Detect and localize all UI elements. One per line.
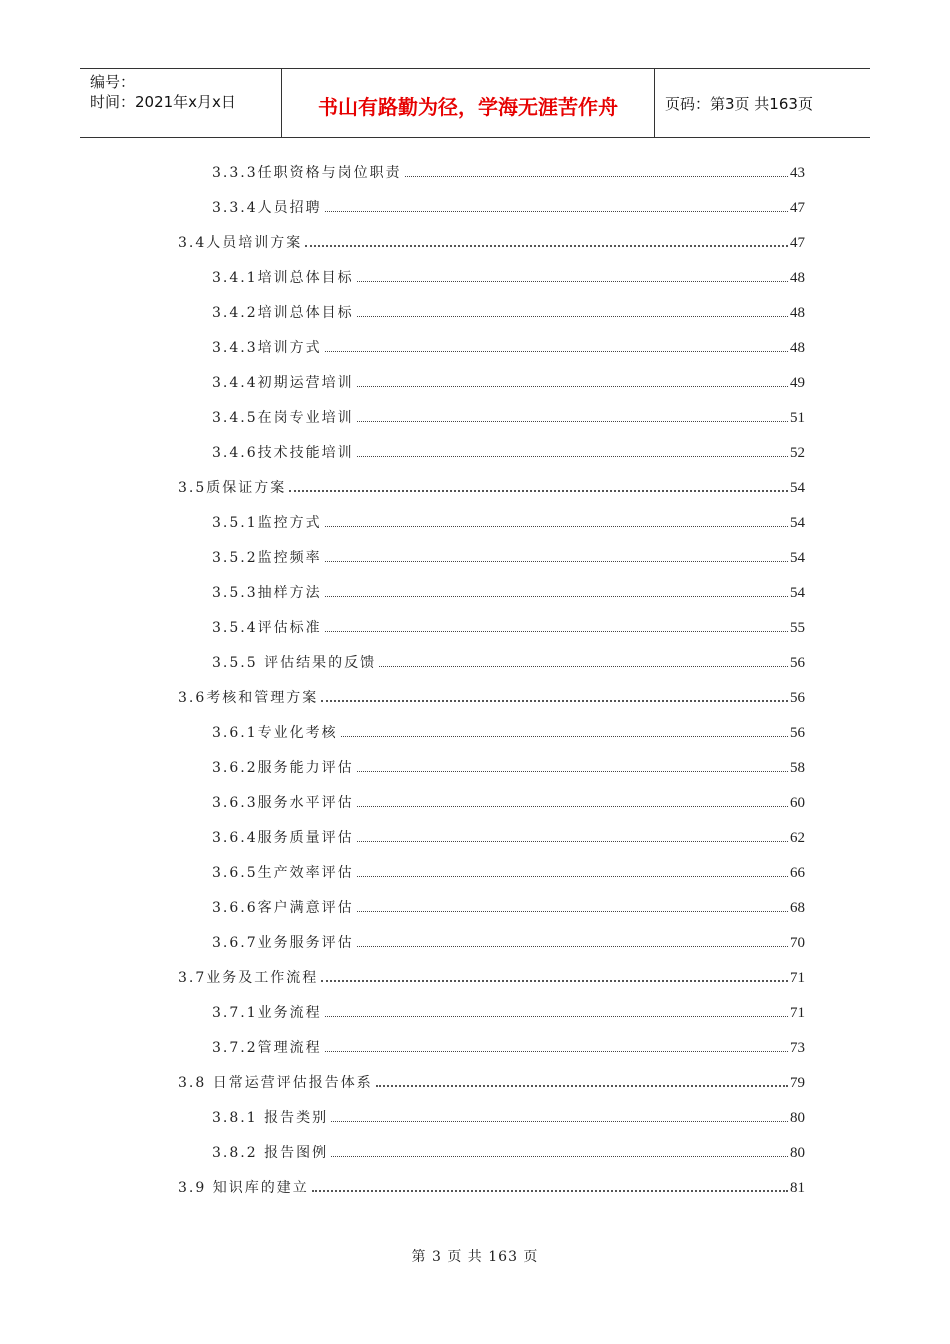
toc-entry-title: 3.5.1监控方式 <box>212 515 322 531</box>
toc-entry-title: 3.8.1 报告类别 <box>212 1110 329 1126</box>
dot-leader <box>341 736 788 737</box>
dot-leader <box>305 245 788 247</box>
toc-entry[interactable] <box>178 1173 805 1197</box>
toc-entry[interactable] <box>212 578 805 602</box>
toc-entry-title: 3.4.4初期运营培训 <box>212 375 354 391</box>
dot-leader <box>405 176 788 177</box>
dot-leader <box>357 421 788 422</box>
toc-entry-page-number: 71 <box>790 1005 805 1021</box>
toc-entry-page-number: 60 <box>790 795 805 811</box>
toc-entry-page-number: 73 <box>790 1040 805 1056</box>
toc-entry-title: 3.6.3服务水平评估 <box>212 795 354 811</box>
toc-entry-title: 3.5质保证方案 <box>178 480 287 496</box>
toc-entry[interactable] <box>212 893 805 917</box>
toc-entry-page-number: 70 <box>790 935 805 951</box>
toc-entry[interactable] <box>212 508 805 532</box>
toc-entry-page-number: 56 <box>790 655 805 671</box>
toc-entry-title: 3.6.6客户满意评估 <box>212 900 354 916</box>
dot-leader <box>376 1085 788 1087</box>
toc-entry[interactable] <box>212 1103 805 1127</box>
toc-entry-title: 3.5.5 评估结果的反馈 <box>212 655 377 671</box>
toc-entry-page-number: 47 <box>790 200 805 216</box>
toc-entry[interactable] <box>212 543 805 567</box>
toc-entry-page-number: 68 <box>790 900 805 916</box>
dot-leader <box>357 806 788 807</box>
dot-leader <box>357 911 788 912</box>
dot-leader <box>357 456 788 457</box>
toc-entry-page-number: 54 <box>790 515 805 531</box>
toc-entry-page-number: 71 <box>790 970 805 986</box>
toc-entry-page-number: 54 <box>790 550 805 566</box>
toc-entry-title: 3.6.7业务服务评估 <box>212 935 354 951</box>
dot-leader <box>325 526 788 527</box>
toc-entry-page-number: 52 <box>790 445 805 461</box>
toc-entry[interactable] <box>212 158 805 182</box>
toc-entry-page-number: 47 <box>790 235 805 251</box>
toc-entry[interactable] <box>178 228 805 252</box>
toc-entry-page-number: 56 <box>790 690 805 706</box>
toc-entry-title: 3.4.5在岗专业培训 <box>212 410 354 426</box>
dot-leader <box>325 631 788 632</box>
toc-entry-title: 3.5.2监控频率 <box>212 550 322 566</box>
toc-entry-page-number: 48 <box>790 305 805 321</box>
toc-entry[interactable] <box>212 928 805 952</box>
header-motto-cell <box>282 69 655 137</box>
dot-leader <box>379 666 788 667</box>
toc-entry-page-number: 81 <box>790 1180 805 1196</box>
toc-entry-title: 3.8.2 报告图例 <box>212 1145 329 1161</box>
dot-leader <box>357 281 788 282</box>
dot-leader <box>331 1156 788 1157</box>
header-page-info: 页码：第3页 共163页 <box>665 95 813 113</box>
toc-entry-page-number: 55 <box>790 620 805 636</box>
dot-leader <box>325 351 788 352</box>
toc-entry-page-number: 58 <box>790 760 805 776</box>
toc-entry-title: 3.4.6技术技能培训 <box>212 445 354 461</box>
toc-entry-title: 3.4.3培训方式 <box>212 340 322 356</box>
toc-entry[interactable] <box>212 1138 805 1162</box>
toc-entry-title: 3.6.4服务质量评估 <box>212 830 354 846</box>
toc-entry[interactable] <box>212 718 805 742</box>
dot-leader <box>357 946 788 947</box>
toc-entry-title: 3.3.4人员招聘 <box>212 200 322 216</box>
dot-leader <box>321 980 788 982</box>
toc-entry-title: 3.4.2培训总体目标 <box>212 305 354 321</box>
toc-entry-page-number: 51 <box>790 410 805 426</box>
dot-leader <box>321 700 788 702</box>
toc-entry[interactable] <box>212 823 805 847</box>
toc-entry-page-number: 54 <box>790 480 805 496</box>
dot-leader <box>357 876 788 877</box>
toc-entry-title: 3.7.1业务流程 <box>212 1005 322 1021</box>
toc-entry-page-number: 62 <box>790 830 805 846</box>
toc-entry[interactable] <box>212 263 805 287</box>
toc-entry-page-number: 80 <box>790 1145 805 1161</box>
toc-entry-title: 3.4人员培训方案 <box>178 235 303 251</box>
toc-entry-title: 3.7业务及工作流程 <box>178 970 319 986</box>
dot-leader <box>357 771 788 772</box>
toc-entry[interactable] <box>212 403 805 427</box>
toc-entry-title: 3.6.1专业化考核 <box>212 725 338 741</box>
toc-entry-title: 3.7.2管理流程 <box>212 1040 322 1056</box>
dot-leader <box>357 386 788 387</box>
toc-entry[interactable] <box>178 473 805 497</box>
dot-leader <box>325 561 788 562</box>
toc-entry-page-number: 80 <box>790 1110 805 1126</box>
toc-entry[interactable] <box>212 648 805 672</box>
toc-entry[interactable] <box>212 298 805 322</box>
toc-entry-title: 3.6考核和管理方案 <box>178 690 319 706</box>
motto-text: 书山有路勤为径，学海无涯苦作舟 <box>318 95 618 119</box>
toc-entry[interactable] <box>212 858 805 882</box>
header-page-cell <box>655 69 870 137</box>
header-meta-cell <box>80 69 282 137</box>
toc-entry-title: 3.6.2服务能力评估 <box>212 760 354 776</box>
dot-leader <box>325 596 788 597</box>
dot-leader <box>289 490 788 492</box>
toc-entry-page-number: 56 <box>790 725 805 741</box>
dot-leader <box>331 1121 788 1122</box>
toc-entry-page-number: 79 <box>790 1075 805 1091</box>
toc-entry[interactable] <box>212 193 805 217</box>
toc-entry-page-number: 54 <box>790 585 805 601</box>
toc-entry-page-number: 43 <box>790 165 805 181</box>
toc-entry-title: 3.8 日常运营评估报告体系 <box>178 1075 373 1091</box>
toc-entry-title: 3.5.3抽样方法 <box>212 585 322 601</box>
dot-leader <box>325 1051 788 1052</box>
toc-entry[interactable] <box>178 683 805 707</box>
toc-entry[interactable] <box>212 368 805 392</box>
toc-entry-page-number: 49 <box>790 375 805 391</box>
toc-entry[interactable] <box>212 788 805 812</box>
date-line: 时间：2021年x月x日 <box>90 93 236 111</box>
dot-leader <box>357 316 788 317</box>
dot-leader <box>357 841 788 842</box>
toc-entry-title: 3.3.3任职资格与岗位职责 <box>212 165 402 181</box>
toc-entry[interactable] <box>212 613 805 637</box>
dot-leader <box>325 211 788 212</box>
toc-entry[interactable] <box>212 753 805 777</box>
page-header <box>80 68 870 138</box>
toc-entry[interactable] <box>212 438 805 462</box>
toc-entry-title: 3.9 知识库的建立 <box>178 1180 309 1196</box>
toc-entry-page-number: 66 <box>790 865 805 881</box>
toc-entry[interactable] <box>212 1033 805 1057</box>
page-footer: 第 3 页 共 163 页 <box>411 1249 539 1265</box>
toc-entry-page-number: 48 <box>790 340 805 356</box>
dot-leader <box>312 1190 788 1192</box>
toc-entry[interactable] <box>178 963 805 987</box>
toc-entry[interactable] <box>212 333 805 357</box>
dot-leader <box>325 1016 788 1017</box>
toc-entry-title: 3.4.1培训总体目标 <box>212 270 354 286</box>
toc-entry[interactable] <box>178 1068 805 1092</box>
toc-entry[interactable] <box>212 998 805 1022</box>
serial-number-label: 编号： <box>90 73 136 91</box>
toc-entry-page-number: 48 <box>790 270 805 286</box>
toc-entry-title: 3.6.5生产效率评估 <box>212 865 354 881</box>
toc-entry-title: 3.5.4评估标准 <box>212 620 322 636</box>
